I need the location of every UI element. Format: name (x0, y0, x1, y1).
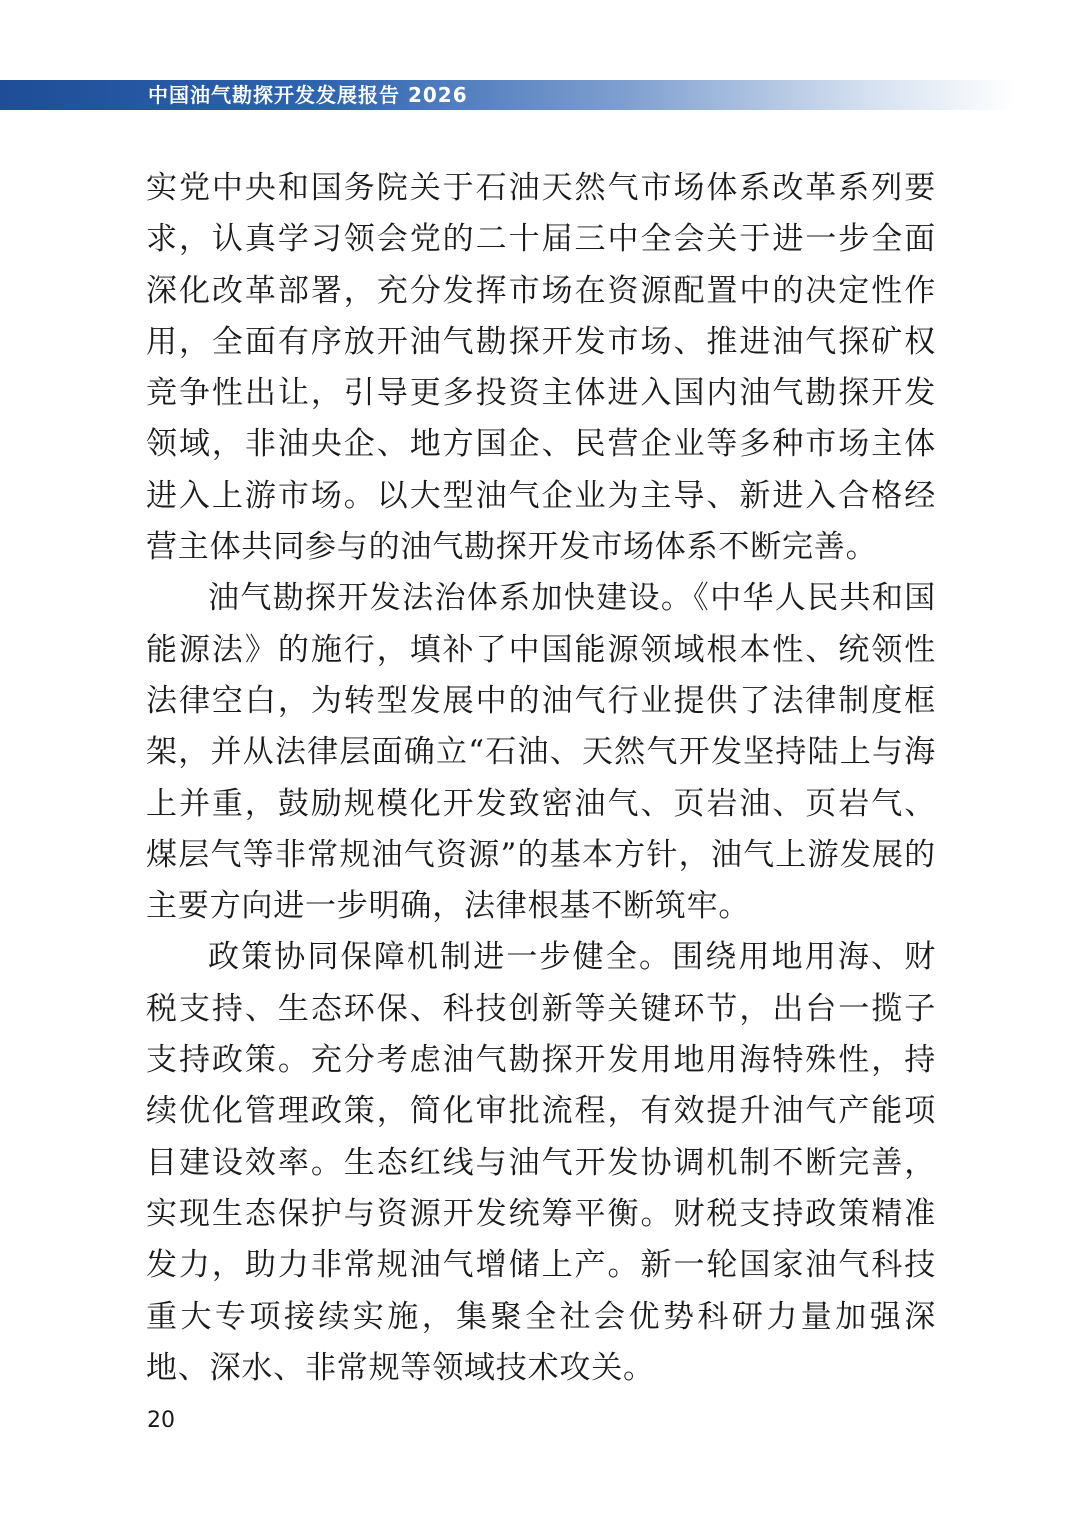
paragraph-continued: 实党中央和国务院关于石油天然气市场体系改革系列要求，认真学习领会党的二十届三中全会关于进一步全面深化改革部署，充分发挥市场在资源配置中的决定性作用，全面有序放开油气勘探开发市场、推进油气探矿权竞争性出让，引导更多投资主体进入国内油气勘探开发领域，非油央企、地方国企、民营企业等多种市场主体进入上游市场。以大型油气企业为主导、新进入合格经营主体共同参与的油气勘探开发市场体系不断完善。 (146, 170, 936, 566)
body-text (146, 163, 936, 1394)
paragraph-policy-coordination: 政策协同保障机制进一步健全。围绕用地用海、财税支持、生态环保、科技创新等关键环节，出台一揽子支持政策。充分考虑油气勘探开发用地用海特殊性，持续优化管理政策，简化审批流程，有效提升油气产能项目建设效率。生态红线与油气开发协调机制不断完善，实现生态保护与资源开发统筹平衡。财税支持政策精准发力，助力非常规油气增储上产。新一轮国家油气科技重大专项接续实施，集聚全社会优势科研力量加强深地、深水、非常规等领域技术攻关。 (146, 939, 936, 1386)
running-header-title: 中国油气勘探开发发展报告 2026 (148, 83, 468, 107)
paragraph-legal-system: 油气勘探开发法治体系加快建设。《中华人民共和国能源法》的施行，填补了中国能源领域根本性、统领性法律空白，为转型发展中的油气行业提供了法律制度框架，并从法律层面确立“石油、天然气开发坚持陆上与海上并重，鼓励规模化开发致密油气、页岩油、页岩气、煤层气等非常规油气资源”的基本方针，油气上游发展的主要方向进一步明确，法律根基不断筑牢。 (146, 580, 936, 925)
running-header-band (0, 80, 1080, 110)
page-number: 20 (147, 1408, 175, 1433)
